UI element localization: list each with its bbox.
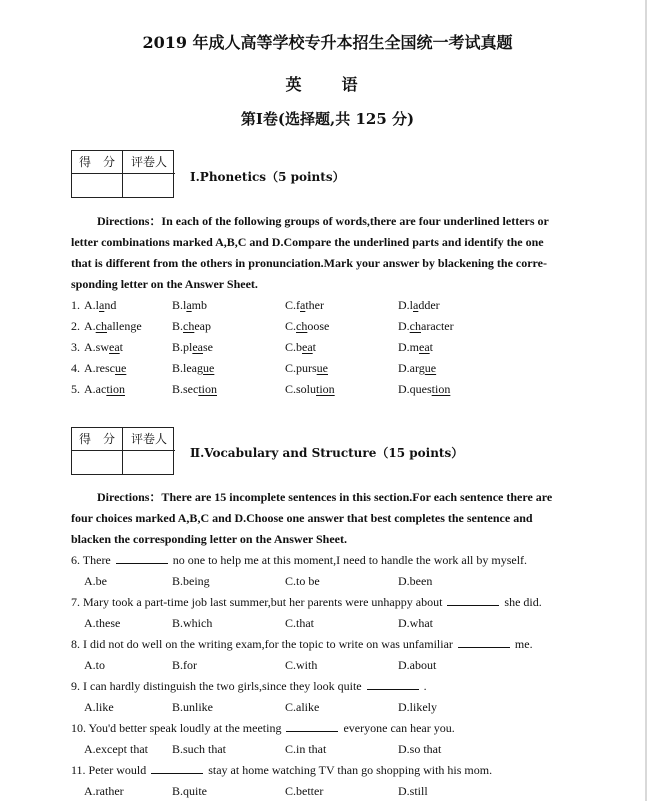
underlined-part: ch xyxy=(95,319,107,333)
answer-option[interactable]: A.except that xyxy=(84,742,148,756)
directions-line: that is different from the others in pronunciation.Mark your answer by blackening the corre- xyxy=(71,256,547,270)
answer-option[interactable]: D.character xyxy=(398,319,454,333)
directions-line: blacken the corresponding letter on the Answer Sheet. xyxy=(71,532,347,546)
answer-option[interactable]: B.such that xyxy=(172,742,226,756)
question-stem: 9. I can hardly distinguish the two girls,since they look quite . xyxy=(71,679,427,693)
grader-cell xyxy=(123,451,175,475)
answer-option[interactable]: B.quite xyxy=(172,784,207,798)
underlined-part: ue xyxy=(424,361,437,375)
answer-option[interactable]: C.in that xyxy=(285,742,327,756)
directions xyxy=(71,487,583,550)
directions-line: Directions：There are 15 incomplete sentences in this section.For each sentence there are xyxy=(97,490,553,504)
grader-label: 评卷人 xyxy=(123,151,175,174)
answer-blank xyxy=(116,553,168,564)
answer-option[interactable]: B.league xyxy=(172,361,215,375)
answer-option[interactable]: A.rather xyxy=(84,784,124,798)
underlined-part: ch xyxy=(183,319,195,333)
score-cell xyxy=(72,174,123,198)
underlined-part: ue xyxy=(203,361,215,375)
answer-option[interactable]: D.question xyxy=(398,382,451,396)
section-title: Ⅱ.Vocabulary and Structure（15 points） xyxy=(190,446,464,460)
question-number: 3. xyxy=(71,340,80,354)
answer-option[interactable]: B.unlike xyxy=(172,700,213,714)
answer-option[interactable]: A.be xyxy=(84,574,107,588)
volume-title: 第Ⅰ卷(选择题,共 125 分) xyxy=(240,110,415,128)
answer-option[interactable]: B.for xyxy=(172,658,197,672)
answer-option[interactable]: D.what xyxy=(398,616,433,630)
question-number: 5. xyxy=(71,382,80,396)
underlined-part: ue xyxy=(114,361,127,375)
underlined-part: ch xyxy=(409,319,421,333)
grader-label: 评卷人 xyxy=(123,428,175,451)
answer-option[interactable]: A.these xyxy=(84,616,121,630)
score-box xyxy=(71,150,174,198)
section-title: Ⅰ.Phonetics（5 points） xyxy=(190,170,345,184)
answer-option[interactable]: C.to be xyxy=(285,574,320,588)
answer-option[interactable]: C.choose xyxy=(285,319,330,333)
underlined-part: a xyxy=(300,298,306,312)
answer-option[interactable]: D.so that xyxy=(398,742,442,756)
answer-option[interactable]: A.challenge xyxy=(84,319,142,333)
underlined-part: ea xyxy=(192,340,203,354)
answer-option[interactable]: A.action xyxy=(84,382,125,396)
answer-option[interactable]: C.that xyxy=(285,616,314,630)
answer-option[interactable]: B.being xyxy=(172,574,210,588)
answer-option[interactable]: B.section xyxy=(172,382,217,396)
answer-option[interactable]: A.sweat xyxy=(84,340,124,354)
answer-option[interactable]: C.solution xyxy=(285,382,335,396)
underlined-part: ea xyxy=(419,340,430,354)
answer-option[interactable]: A.land xyxy=(84,298,117,312)
question-number: 4. xyxy=(71,361,80,375)
answer-option[interactable]: C.pursue xyxy=(285,361,328,375)
answer-option[interactable]: D.still xyxy=(398,784,428,798)
question-stem: 7. Mary took a part-time job last summer,but her parents were unhappy about she did. xyxy=(71,595,542,609)
score-box xyxy=(71,427,174,475)
underlined-part: tion xyxy=(316,382,335,396)
answer-option[interactable]: C.better xyxy=(285,784,324,798)
answer-option[interactable]: B.lamb xyxy=(172,298,208,312)
answer-option[interactable]: A.to xyxy=(84,658,105,672)
underlined-part: ea xyxy=(302,340,313,354)
answer-option[interactable]: C.with xyxy=(285,658,318,672)
answer-blank xyxy=(151,763,203,774)
directions xyxy=(71,211,583,295)
answer-option[interactable]: A.rescue xyxy=(84,361,127,375)
subject-title: 英 语 xyxy=(285,75,370,94)
question-stem: 6. There no one to help me at this moment,I need to handle the work all by myself. xyxy=(71,553,528,567)
underlined-part: a xyxy=(413,298,419,312)
exam-title: 2019 年成人高等学校专升本招生全国统一考试真题 xyxy=(142,33,513,52)
answer-option[interactable]: B.cheap xyxy=(172,319,211,333)
directions-line: Directions：In each of the following groups of words,there are four underlined letters or xyxy=(97,214,549,228)
answer-option[interactable]: B.which xyxy=(172,616,213,630)
underlined-part: ea xyxy=(109,340,120,354)
answer-option[interactable]: D.likely xyxy=(398,700,437,714)
score-cell xyxy=(72,451,123,475)
underlined-part: tion xyxy=(106,382,125,396)
underlined-part: ch xyxy=(296,319,308,333)
page-edge xyxy=(645,0,647,801)
directions-line: sponding letter on the Answer Sheet. xyxy=(71,277,258,291)
answer-option[interactable]: D.ladder xyxy=(398,298,440,312)
answer-blank xyxy=(367,679,419,690)
underlined-part: a xyxy=(186,298,192,312)
answer-option[interactable]: C.father xyxy=(285,298,324,312)
answer-option[interactable]: D.argue xyxy=(398,361,437,375)
question-stem: 10. You'd better speak loudly at the meeting everyone can hear you. xyxy=(71,721,455,735)
answer-option[interactable]: C.beat xyxy=(285,340,317,354)
question-number: 2. xyxy=(71,319,80,333)
underlined-part: tion xyxy=(431,382,451,396)
answer-option[interactable]: D.been xyxy=(398,574,433,588)
answer-blank xyxy=(458,637,510,648)
answer-option[interactable]: D.about xyxy=(398,658,437,672)
grader-cell xyxy=(123,174,175,198)
answer-blank xyxy=(447,595,499,606)
underlined-part: ue xyxy=(316,361,328,375)
score-label: 得 分 xyxy=(72,428,123,451)
underlined-part: tion xyxy=(198,382,217,396)
answer-option[interactable]: D.meat xyxy=(398,340,433,354)
score-label: 得 分 xyxy=(72,151,123,174)
underlined-part: a xyxy=(99,298,105,312)
question-stem: 11. Peter would stay at home watching TV than go shopping with his mom. xyxy=(71,763,493,777)
question-number: 1. xyxy=(71,298,80,312)
answer-option[interactable]: C.alike xyxy=(285,700,320,714)
answer-blank xyxy=(286,721,338,732)
directions-line: letter combinations marked A,B,C and D.Compare the underlined parts and identify the one xyxy=(71,235,544,249)
question-stem: 8. I did not do well on the writing exam,for the topic to write on was unfamiliar me. xyxy=(71,637,533,651)
answer-option[interactable]: B.please xyxy=(172,340,213,354)
answer-option[interactable]: A.like xyxy=(84,700,114,714)
directions-line: four choices marked A,B,C and D.Choose one answer that best completes the sentence and xyxy=(71,511,533,525)
